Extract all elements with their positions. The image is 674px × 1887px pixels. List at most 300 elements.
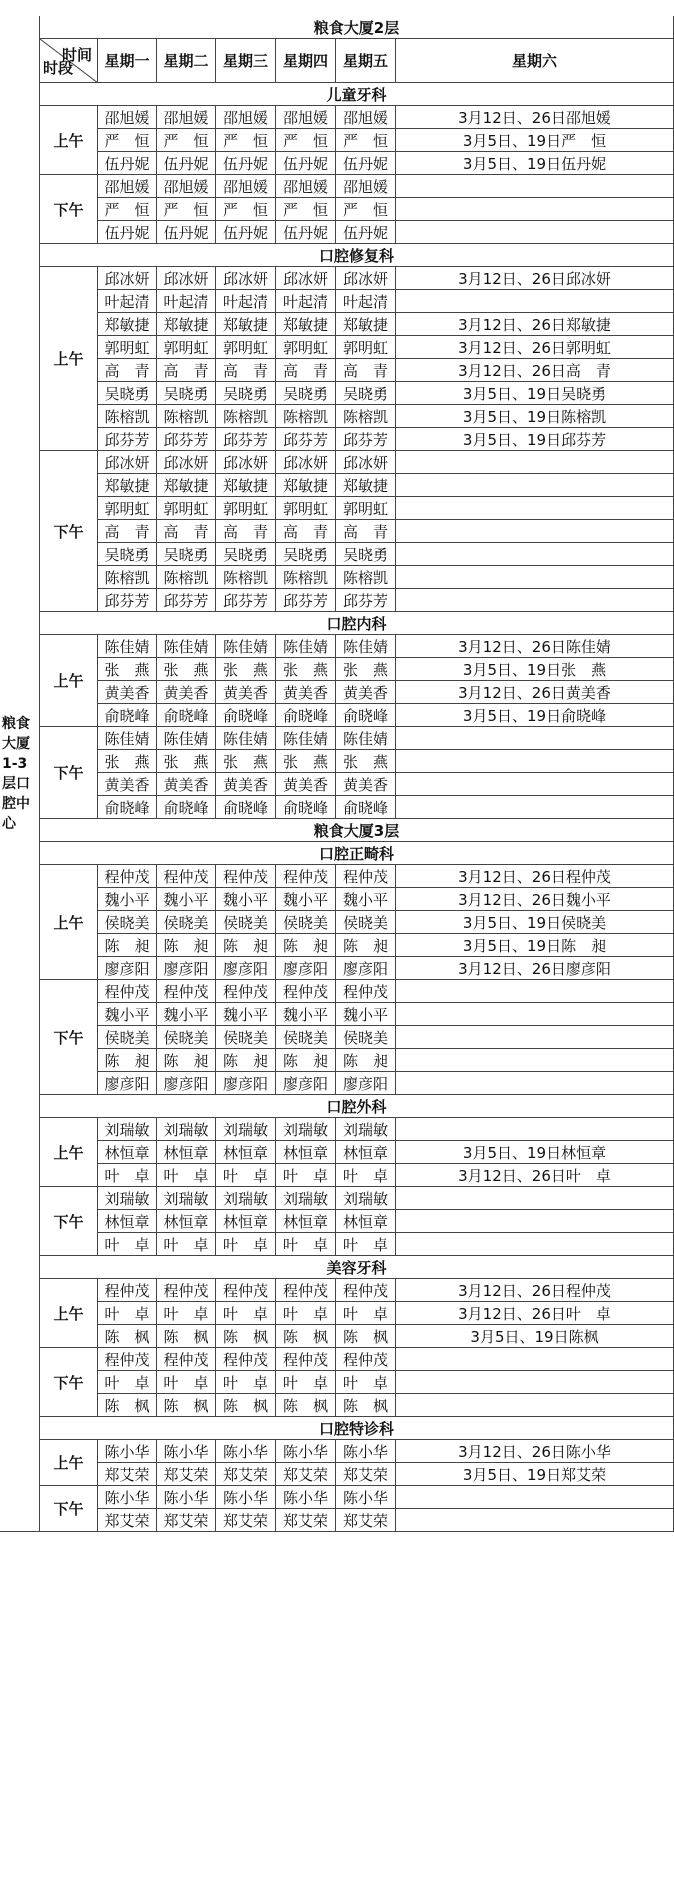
- doctor-cell[interactable]: 郑敏捷: [336, 474, 396, 497]
- saturday-cell[interactable]: 3月12日、26日黄美香: [396, 681, 674, 704]
- saturday-cell[interactable]: [396, 1233, 674, 1256]
- saturday-cell[interactable]: 3月12日、26日陈佳婧: [396, 635, 674, 658]
- saturday-cell[interactable]: 3月12日、26日高 青: [396, 359, 674, 382]
- doctor-cell[interactable]: 叶 卓: [336, 1233, 396, 1256]
- doctor-cell[interactable]: 陈佳婧: [98, 727, 157, 750]
- doctor-cell[interactable]: 黄美香: [336, 773, 396, 796]
- doctor-cell[interactable]: 严 恒: [216, 198, 276, 221]
- doctor-cell[interactable]: 林恒章: [98, 1210, 157, 1233]
- doctor-cell[interactable]: 邱芬芳: [336, 589, 396, 612]
- doctor-cell[interactable]: 程仲茂: [98, 865, 157, 888]
- doctor-cell[interactable]: 叶 卓: [157, 1302, 216, 1325]
- doctor-cell[interactable]: 郑艾荣: [98, 1463, 157, 1486]
- saturday-cell[interactable]: [396, 474, 674, 497]
- doctor-cell[interactable]: 黄美香: [276, 681, 336, 704]
- doctor-cell[interactable]: 邵旭媛: [216, 106, 276, 129]
- doctor-cell[interactable]: 陈榕凯: [98, 566, 157, 589]
- doctor-cell[interactable]: 邵旭媛: [216, 175, 276, 198]
- doctor-cell[interactable]: 张 燕: [216, 658, 276, 681]
- doctor-cell[interactable]: 高 青: [336, 520, 396, 543]
- doctor-cell[interactable]: 高 青: [216, 359, 276, 382]
- doctor-cell[interactable]: 郑敏捷: [336, 313, 396, 336]
- doctor-cell[interactable]: 林恒章: [276, 1141, 336, 1164]
- saturday-cell[interactable]: 3月5日、19日吴晓勇: [396, 382, 674, 405]
- saturday-cell[interactable]: [396, 543, 674, 566]
- saturday-cell[interactable]: 3月5日、19日陈榕凯: [396, 405, 674, 428]
- doctor-cell[interactable]: 黄美香: [276, 773, 336, 796]
- doctor-cell[interactable]: 高 青: [336, 359, 396, 382]
- doctor-cell[interactable]: 陈小华: [336, 1486, 396, 1509]
- doctor-cell[interactable]: 黄美香: [216, 681, 276, 704]
- doctor-cell[interactable]: 侯晓美: [336, 911, 396, 934]
- doctor-cell[interactable]: 伍丹妮: [98, 152, 157, 175]
- doctor-cell[interactable]: 邱冰妍: [157, 451, 216, 474]
- doctor-cell[interactable]: 陈 枫: [276, 1325, 336, 1348]
- doctor-cell[interactable]: 刘瑞敏: [276, 1118, 336, 1141]
- doctor-cell[interactable]: 程仲茂: [157, 980, 216, 1003]
- saturday-cell[interactable]: [396, 1072, 674, 1095]
- doctor-cell[interactable]: 郭明虹: [157, 497, 216, 520]
- doctor-cell[interactable]: 侯晓美: [336, 1026, 396, 1049]
- saturday-cell[interactable]: 3月5日、19日严 恒: [396, 129, 674, 152]
- saturday-cell[interactable]: 3月5日、19日邱芬芳: [396, 428, 674, 451]
- doctor-cell[interactable]: 郑艾荣: [216, 1509, 276, 1532]
- doctor-cell[interactable]: 高 青: [276, 520, 336, 543]
- doctor-cell[interactable]: 陈佳婧: [157, 727, 216, 750]
- doctor-cell[interactable]: 廖彦阳: [98, 1072, 157, 1095]
- doctor-cell[interactable]: 陈 昶: [157, 1049, 216, 1072]
- doctor-cell[interactable]: 陈 枫: [276, 1394, 336, 1417]
- doctor-cell[interactable]: 郭明虹: [276, 497, 336, 520]
- doctor-cell[interactable]: 俞晓峰: [216, 704, 276, 727]
- doctor-cell[interactable]: 叶 卓: [276, 1233, 336, 1256]
- doctor-cell[interactable]: 程仲茂: [276, 980, 336, 1003]
- doctor-cell[interactable]: 高 青: [157, 359, 216, 382]
- doctor-cell[interactable]: 陈榕凯: [157, 566, 216, 589]
- doctor-cell[interactable]: 廖彦阳: [336, 1072, 396, 1095]
- doctor-cell[interactable]: 陈佳婧: [157, 635, 216, 658]
- doctor-cell[interactable]: 郭明虹: [98, 497, 157, 520]
- doctor-cell[interactable]: 张 燕: [157, 750, 216, 773]
- saturday-cell[interactable]: [396, 566, 674, 589]
- saturday-cell[interactable]: [396, 1394, 674, 1417]
- saturday-cell[interactable]: 3月12日、26日叶 卓: [396, 1302, 674, 1325]
- doctor-cell[interactable]: 陈佳婧: [276, 635, 336, 658]
- doctor-cell[interactable]: 陈小华: [336, 1440, 396, 1463]
- doctor-cell[interactable]: 林恒章: [336, 1210, 396, 1233]
- saturday-cell[interactable]: 3月5日、19日伍丹妮: [396, 152, 674, 175]
- doctor-cell[interactable]: 吴晓勇: [336, 382, 396, 405]
- doctor-cell[interactable]: 程仲茂: [216, 865, 276, 888]
- doctor-cell[interactable]: 魏小平: [98, 888, 157, 911]
- saturday-cell[interactable]: [396, 796, 674, 819]
- doctor-cell[interactable]: 邵旭媛: [98, 175, 157, 198]
- saturday-cell[interactable]: 3月5日、19日张 燕: [396, 658, 674, 681]
- doctor-cell[interactable]: 陈佳婧: [98, 635, 157, 658]
- saturday-cell[interactable]: [396, 1348, 674, 1371]
- doctor-cell[interactable]: 吴晓勇: [336, 543, 396, 566]
- doctor-cell[interactable]: 陈小华: [157, 1440, 216, 1463]
- doctor-cell[interactable]: 陈小华: [216, 1440, 276, 1463]
- doctor-cell[interactable]: 魏小平: [216, 1003, 276, 1026]
- doctor-cell[interactable]: 陈榕凯: [98, 405, 157, 428]
- doctor-cell[interactable]: 郑敏捷: [98, 474, 157, 497]
- doctor-cell[interactable]: 侯晓美: [98, 911, 157, 934]
- doctor-cell[interactable]: 程仲茂: [98, 1279, 157, 1302]
- doctor-cell[interactable]: 廖彦阳: [98, 957, 157, 980]
- saturday-cell[interactable]: [396, 1509, 674, 1532]
- doctor-cell[interactable]: 林恒章: [157, 1141, 216, 1164]
- doctor-cell[interactable]: 邱冰妍: [98, 451, 157, 474]
- doctor-cell[interactable]: 陈 昶: [157, 934, 216, 957]
- doctor-cell[interactable]: 高 青: [276, 359, 336, 382]
- doctor-cell[interactable]: 陈 昶: [216, 934, 276, 957]
- doctor-cell[interactable]: 伍丹妮: [98, 221, 157, 244]
- doctor-cell[interactable]: 郑艾荣: [276, 1509, 336, 1532]
- doctor-cell[interactable]: 叶 卓: [98, 1233, 157, 1256]
- doctor-cell[interactable]: 程仲茂: [336, 1279, 396, 1302]
- doctor-cell[interactable]: 叶 卓: [216, 1164, 276, 1187]
- doctor-cell[interactable]: 邱冰妍: [276, 267, 336, 290]
- doctor-cell[interactable]: 张 燕: [98, 658, 157, 681]
- doctor-cell[interactable]: 廖彦阳: [276, 1072, 336, 1095]
- saturday-cell[interactable]: [396, 221, 674, 244]
- saturday-cell[interactable]: [396, 198, 674, 221]
- doctor-cell[interactable]: 叶 卓: [216, 1371, 276, 1394]
- doctor-cell[interactable]: 魏小平: [276, 888, 336, 911]
- doctor-cell[interactable]: 侯晓美: [157, 911, 216, 934]
- doctor-cell[interactable]: 刘瑞敏: [157, 1187, 216, 1210]
- saturday-cell[interactable]: 3月12日、26日陈小华: [396, 1440, 674, 1463]
- doctor-cell[interactable]: 严 恒: [216, 129, 276, 152]
- doctor-cell[interactable]: 郭明虹: [98, 336, 157, 359]
- doctor-cell[interactable]: 魏小平: [157, 1003, 216, 1026]
- doctor-cell[interactable]: 伍丹妮: [336, 221, 396, 244]
- doctor-cell[interactable]: 黄美香: [336, 681, 396, 704]
- saturday-cell[interactable]: [396, 750, 674, 773]
- doctor-cell[interactable]: 陈佳婧: [216, 635, 276, 658]
- doctor-cell[interactable]: 严 恒: [336, 129, 396, 152]
- saturday-cell[interactable]: [396, 1118, 674, 1141]
- doctor-cell[interactable]: 黄美香: [157, 681, 216, 704]
- saturday-cell[interactable]: 3月12日、26日邱冰妍: [396, 267, 674, 290]
- doctor-cell[interactable]: 邵旭媛: [98, 106, 157, 129]
- side-label[interactable]: 粮食大厦1-3层口腔中心: [0, 16, 40, 1532]
- doctor-cell[interactable]: 陈 枫: [336, 1325, 396, 1348]
- doctor-cell[interactable]: 邱芬芳: [98, 589, 157, 612]
- doctor-cell[interactable]: 叶起清: [98, 290, 157, 313]
- doctor-cell[interactable]: 陈 枫: [216, 1394, 276, 1417]
- doctor-cell[interactable]: 侯晓美: [216, 911, 276, 934]
- saturday-cell[interactable]: [396, 1003, 674, 1026]
- doctor-cell[interactable]: 郑艾荣: [98, 1509, 157, 1532]
- doctor-cell[interactable]: 廖彦阳: [216, 957, 276, 980]
- doctor-cell[interactable]: 陈 昶: [98, 934, 157, 957]
- doctor-cell[interactable]: 侯晓美: [276, 911, 336, 934]
- doctor-cell[interactable]: 郑敏捷: [276, 474, 336, 497]
- saturday-cell[interactable]: 3月5日、19日陈 昶: [396, 934, 674, 957]
- doctor-cell[interactable]: 叶 卓: [216, 1233, 276, 1256]
- doctor-cell[interactable]: 陈小华: [98, 1486, 157, 1509]
- doctor-cell[interactable]: 叶起清: [157, 290, 216, 313]
- doctor-cell[interactable]: 郭明虹: [216, 336, 276, 359]
- doctor-cell[interactable]: 陈佳婧: [276, 727, 336, 750]
- doctor-cell[interactable]: 林恒章: [216, 1141, 276, 1164]
- doctor-cell[interactable]: 郑敏捷: [157, 313, 216, 336]
- doctor-cell[interactable]: 张 燕: [98, 750, 157, 773]
- doctor-cell[interactable]: 刘瑞敏: [276, 1187, 336, 1210]
- doctor-cell[interactable]: 魏小平: [157, 888, 216, 911]
- doctor-cell[interactable]: 吴晓勇: [216, 382, 276, 405]
- doctor-cell[interactable]: 陈 昶: [276, 934, 336, 957]
- doctor-cell[interactable]: 黄美香: [216, 773, 276, 796]
- doctor-cell[interactable]: 高 青: [157, 520, 216, 543]
- saturday-cell[interactable]: 3月12日、26日邵旭媛: [396, 106, 674, 129]
- doctor-cell[interactable]: 陈佳婧: [216, 727, 276, 750]
- doctor-cell[interactable]: 刘瑞敏: [216, 1187, 276, 1210]
- saturday-cell[interactable]: [396, 451, 674, 474]
- doctor-cell[interactable]: 邱冰妍: [336, 267, 396, 290]
- doctor-cell[interactable]: 伍丹妮: [157, 152, 216, 175]
- doctor-cell[interactable]: 程仲茂: [157, 865, 216, 888]
- doctor-cell[interactable]: 陈 枫: [216, 1325, 276, 1348]
- saturday-cell[interactable]: 3月12日、26日魏小平: [396, 888, 674, 911]
- doctor-cell[interactable]: 邵旭媛: [276, 106, 336, 129]
- doctor-cell[interactable]: 程仲茂: [98, 980, 157, 1003]
- doctor-cell[interactable]: 叶 卓: [276, 1164, 336, 1187]
- doctor-cell[interactable]: 魏小平: [216, 888, 276, 911]
- doctor-cell[interactable]: 陈 昶: [276, 1049, 336, 1072]
- doctor-cell[interactable]: 邱冰妍: [336, 451, 396, 474]
- saturday-cell[interactable]: [396, 1210, 674, 1233]
- doctor-cell[interactable]: 林恒章: [336, 1141, 396, 1164]
- doctor-cell[interactable]: 吴晓勇: [157, 543, 216, 566]
- doctor-cell[interactable]: 张 燕: [216, 750, 276, 773]
- saturday-cell[interactable]: 3月5日、19日陈枫: [396, 1325, 674, 1348]
- doctor-cell[interactable]: 侯晓美: [216, 1026, 276, 1049]
- saturday-cell[interactable]: [396, 1026, 674, 1049]
- doctor-cell[interactable]: 郭明虹: [276, 336, 336, 359]
- doctor-cell[interactable]: 陈 昶: [98, 1049, 157, 1072]
- doctor-cell[interactable]: 刘瑞敏: [98, 1118, 157, 1141]
- doctor-cell[interactable]: 陈 枫: [336, 1394, 396, 1417]
- doctor-cell[interactable]: 魏小平: [336, 888, 396, 911]
- doctor-cell[interactable]: 叶 卓: [276, 1371, 336, 1394]
- doctor-cell[interactable]: 侯晓美: [157, 1026, 216, 1049]
- saturday-cell[interactable]: 3月12日、26日叶 卓: [396, 1164, 674, 1187]
- doctor-cell[interactable]: 刘瑞敏: [98, 1187, 157, 1210]
- doctor-cell[interactable]: 廖彦阳: [216, 1072, 276, 1095]
- doctor-cell[interactable]: 邱芬芳: [216, 589, 276, 612]
- doctor-cell[interactable]: 伍丹妮: [276, 152, 336, 175]
- doctor-cell[interactable]: 邱冰妍: [276, 451, 336, 474]
- doctor-cell[interactable]: 郭明虹: [216, 497, 276, 520]
- saturday-cell[interactable]: [396, 520, 674, 543]
- doctor-cell[interactable]: 严 恒: [276, 198, 336, 221]
- doctor-cell[interactable]: 严 恒: [157, 129, 216, 152]
- doctor-cell[interactable]: 陈 昶: [216, 1049, 276, 1072]
- doctor-cell[interactable]: 俞晓峰: [157, 796, 216, 819]
- doctor-cell[interactable]: 张 燕: [336, 658, 396, 681]
- doctor-cell[interactable]: 吴晓勇: [276, 382, 336, 405]
- saturday-cell[interactable]: [396, 290, 674, 313]
- doctor-cell[interactable]: 魏小平: [276, 1003, 336, 1026]
- doctor-cell[interactable]: 邱芬芳: [336, 428, 396, 451]
- doctor-cell[interactable]: 程仲茂: [276, 1279, 336, 1302]
- doctor-cell[interactable]: 叶 卓: [157, 1233, 216, 1256]
- doctor-cell[interactable]: 程仲茂: [276, 865, 336, 888]
- doctor-cell[interactable]: 程仲茂: [336, 865, 396, 888]
- doctor-cell[interactable]: 郑艾荣: [216, 1463, 276, 1486]
- doctor-cell[interactable]: 陈小华: [276, 1486, 336, 1509]
- doctor-cell[interactable]: 程仲茂: [216, 1348, 276, 1371]
- doctor-cell[interactable]: 廖彦阳: [157, 1072, 216, 1095]
- saturday-cell[interactable]: 3月12日、26日廖彦阳: [396, 957, 674, 980]
- doctor-cell[interactable]: 陈 枫: [98, 1394, 157, 1417]
- doctor-cell[interactable]: 叶 卓: [98, 1164, 157, 1187]
- saturday-cell[interactable]: 3月5日、19日俞晓峰: [396, 704, 674, 727]
- doctor-cell[interactable]: 陈榕凯: [276, 405, 336, 428]
- doctor-cell[interactable]: 陈榕凯: [336, 566, 396, 589]
- saturday-cell[interactable]: 3月5日、19日林恒章: [396, 1141, 674, 1164]
- doctor-cell[interactable]: 郑艾荣: [336, 1509, 396, 1532]
- saturday-cell[interactable]: [396, 1187, 674, 1210]
- doctor-cell[interactable]: 吴晓勇: [98, 543, 157, 566]
- doctor-cell[interactable]: 陈 昶: [336, 1049, 396, 1072]
- doctor-cell[interactable]: 郑艾荣: [276, 1463, 336, 1486]
- doctor-cell[interactable]: 高 青: [216, 520, 276, 543]
- doctor-cell[interactable]: 俞晓峰: [157, 704, 216, 727]
- doctor-cell[interactable]: 叶起清: [276, 290, 336, 313]
- doctor-cell[interactable]: 叶 卓: [216, 1302, 276, 1325]
- doctor-cell[interactable]: 郭明虹: [336, 497, 396, 520]
- doctor-cell[interactable]: 郑敏捷: [276, 313, 336, 336]
- doctor-cell[interactable]: 陈小华: [98, 1440, 157, 1463]
- doctor-cell[interactable]: 刘瑞敏: [336, 1118, 396, 1141]
- doctor-cell[interactable]: 程仲茂: [98, 1348, 157, 1371]
- doctor-cell[interactable]: 叶 卓: [276, 1302, 336, 1325]
- saturday-cell[interactable]: 3月12日、26日程仲茂: [396, 865, 674, 888]
- doctor-cell[interactable]: 俞晓峰: [216, 796, 276, 819]
- saturday-cell[interactable]: 3月12日、26日郑敏捷: [396, 313, 674, 336]
- doctor-cell[interactable]: 邱冰妍: [157, 267, 216, 290]
- doctor-cell[interactable]: 俞晓峰: [98, 704, 157, 727]
- saturday-cell[interactable]: 3月12日、26日郭明虹: [396, 336, 674, 359]
- saturday-cell[interactable]: [396, 1049, 674, 1072]
- doctor-cell[interactable]: 程仲茂: [216, 980, 276, 1003]
- doctor-cell[interactable]: 陈 枫: [157, 1325, 216, 1348]
- doctor-cell[interactable]: 程仲茂: [336, 980, 396, 1003]
- doctor-cell[interactable]: 程仲茂: [216, 1279, 276, 1302]
- doctor-cell[interactable]: 叶 卓: [98, 1371, 157, 1394]
- doctor-cell[interactable]: 陈榕凯: [157, 405, 216, 428]
- doctor-cell[interactable]: 张 燕: [276, 658, 336, 681]
- doctor-cell[interactable]: 叶 卓: [157, 1164, 216, 1187]
- doctor-cell[interactable]: 刘瑞敏: [157, 1118, 216, 1141]
- doctor-cell[interactable]: 黄美香: [157, 773, 216, 796]
- doctor-cell[interactable]: 陈榕凯: [216, 405, 276, 428]
- doctor-cell[interactable]: 魏小平: [98, 1003, 157, 1026]
- doctor-cell[interactable]: 吴晓勇: [276, 543, 336, 566]
- doctor-cell[interactable]: 郑艾荣: [157, 1463, 216, 1486]
- doctor-cell[interactable]: 刘瑞敏: [216, 1118, 276, 1141]
- doctor-cell[interactable]: 伍丹妮: [276, 221, 336, 244]
- doctor-cell[interactable]: 黄美香: [98, 681, 157, 704]
- saturday-cell[interactable]: [396, 773, 674, 796]
- doctor-cell[interactable]: 叶起清: [216, 290, 276, 313]
- doctor-cell[interactable]: 张 燕: [157, 658, 216, 681]
- doctor-cell[interactable]: 邱芬芳: [216, 428, 276, 451]
- doctor-cell[interactable]: 俞晓峰: [276, 796, 336, 819]
- doctor-cell[interactable]: 伍丹妮: [336, 152, 396, 175]
- doctor-cell[interactable]: 张 燕: [336, 750, 396, 773]
- doctor-cell[interactable]: 邱芬芳: [157, 428, 216, 451]
- doctor-cell[interactable]: 高 青: [98, 520, 157, 543]
- doctor-cell[interactable]: 张 燕: [276, 750, 336, 773]
- doctor-cell[interactable]: 叶 卓: [336, 1371, 396, 1394]
- doctor-cell[interactable]: 俞晓峰: [98, 796, 157, 819]
- doctor-cell[interactable]: 郑敏捷: [98, 313, 157, 336]
- doctor-cell[interactable]: 陈小华: [276, 1440, 336, 1463]
- saturday-cell[interactable]: [396, 980, 674, 1003]
- saturday-cell[interactable]: [396, 175, 674, 198]
- saturday-cell[interactable]: [396, 497, 674, 520]
- doctor-cell[interactable]: 严 恒: [98, 129, 157, 152]
- doctor-cell[interactable]: 魏小平: [336, 1003, 396, 1026]
- doctor-cell[interactable]: 程仲茂: [157, 1348, 216, 1371]
- doctor-cell[interactable]: 叶 卓: [336, 1302, 396, 1325]
- doctor-cell[interactable]: 邵旭媛: [157, 106, 216, 129]
- doctor-cell[interactable]: 陈 枫: [157, 1394, 216, 1417]
- doctor-cell[interactable]: 邱芬芳: [157, 589, 216, 612]
- doctor-cell[interactable]: 郑敏捷: [157, 474, 216, 497]
- doctor-cell[interactable]: 邵旭媛: [336, 106, 396, 129]
- doctor-cell[interactable]: 廖彦阳: [336, 957, 396, 980]
- doctor-cell[interactable]: 侯晓美: [98, 1026, 157, 1049]
- doctor-cell[interactable]: 俞晓峰: [336, 704, 396, 727]
- doctor-cell[interactable]: 郑艾荣: [157, 1509, 216, 1532]
- doctor-cell[interactable]: 邱冰妍: [216, 451, 276, 474]
- doctor-cell[interactable]: 严 恒: [276, 129, 336, 152]
- doctor-cell[interactable]: 陈榕凯: [336, 405, 396, 428]
- saturday-cell[interactable]: 3月5日、19日郑艾荣: [396, 1463, 674, 1486]
- saturday-cell[interactable]: [396, 727, 674, 750]
- doctor-cell[interactable]: 叶 卓: [98, 1302, 157, 1325]
- doctor-cell[interactable]: 叶起清: [336, 290, 396, 313]
- doctor-cell[interactable]: 林恒章: [216, 1210, 276, 1233]
- doctor-cell[interactable]: 陈 昶: [336, 934, 396, 957]
- saturday-cell[interactable]: [396, 1371, 674, 1394]
- doctor-cell[interactable]: 陈小华: [157, 1486, 216, 1509]
- doctor-cell[interactable]: 侯晓美: [276, 1026, 336, 1049]
- doctor-cell[interactable]: 邵旭媛: [336, 175, 396, 198]
- doctor-cell[interactable]: 吴晓勇: [157, 382, 216, 405]
- doctor-cell[interactable]: 邵旭媛: [157, 175, 216, 198]
- doctor-cell[interactable]: 伍丹妮: [216, 221, 276, 244]
- doctor-cell[interactable]: 林恒章: [98, 1141, 157, 1164]
- doctor-cell[interactable]: 伍丹妮: [157, 221, 216, 244]
- doctor-cell[interactable]: 严 恒: [98, 198, 157, 221]
- doctor-cell[interactable]: 严 恒: [157, 198, 216, 221]
- doctor-cell[interactable]: 邵旭媛: [276, 175, 336, 198]
- doctor-cell[interactable]: 刘瑞敏: [336, 1187, 396, 1210]
- doctor-cell[interactable]: 陈佳婧: [336, 727, 396, 750]
- doctor-cell[interactable]: 程仲茂: [276, 1348, 336, 1371]
- doctor-cell[interactable]: 邱芬芳: [276, 589, 336, 612]
- doctor-cell[interactable]: 吴晓勇: [216, 543, 276, 566]
- doctor-cell[interactable]: 陈榕凯: [216, 566, 276, 589]
- doctor-cell[interactable]: 叶 卓: [157, 1371, 216, 1394]
